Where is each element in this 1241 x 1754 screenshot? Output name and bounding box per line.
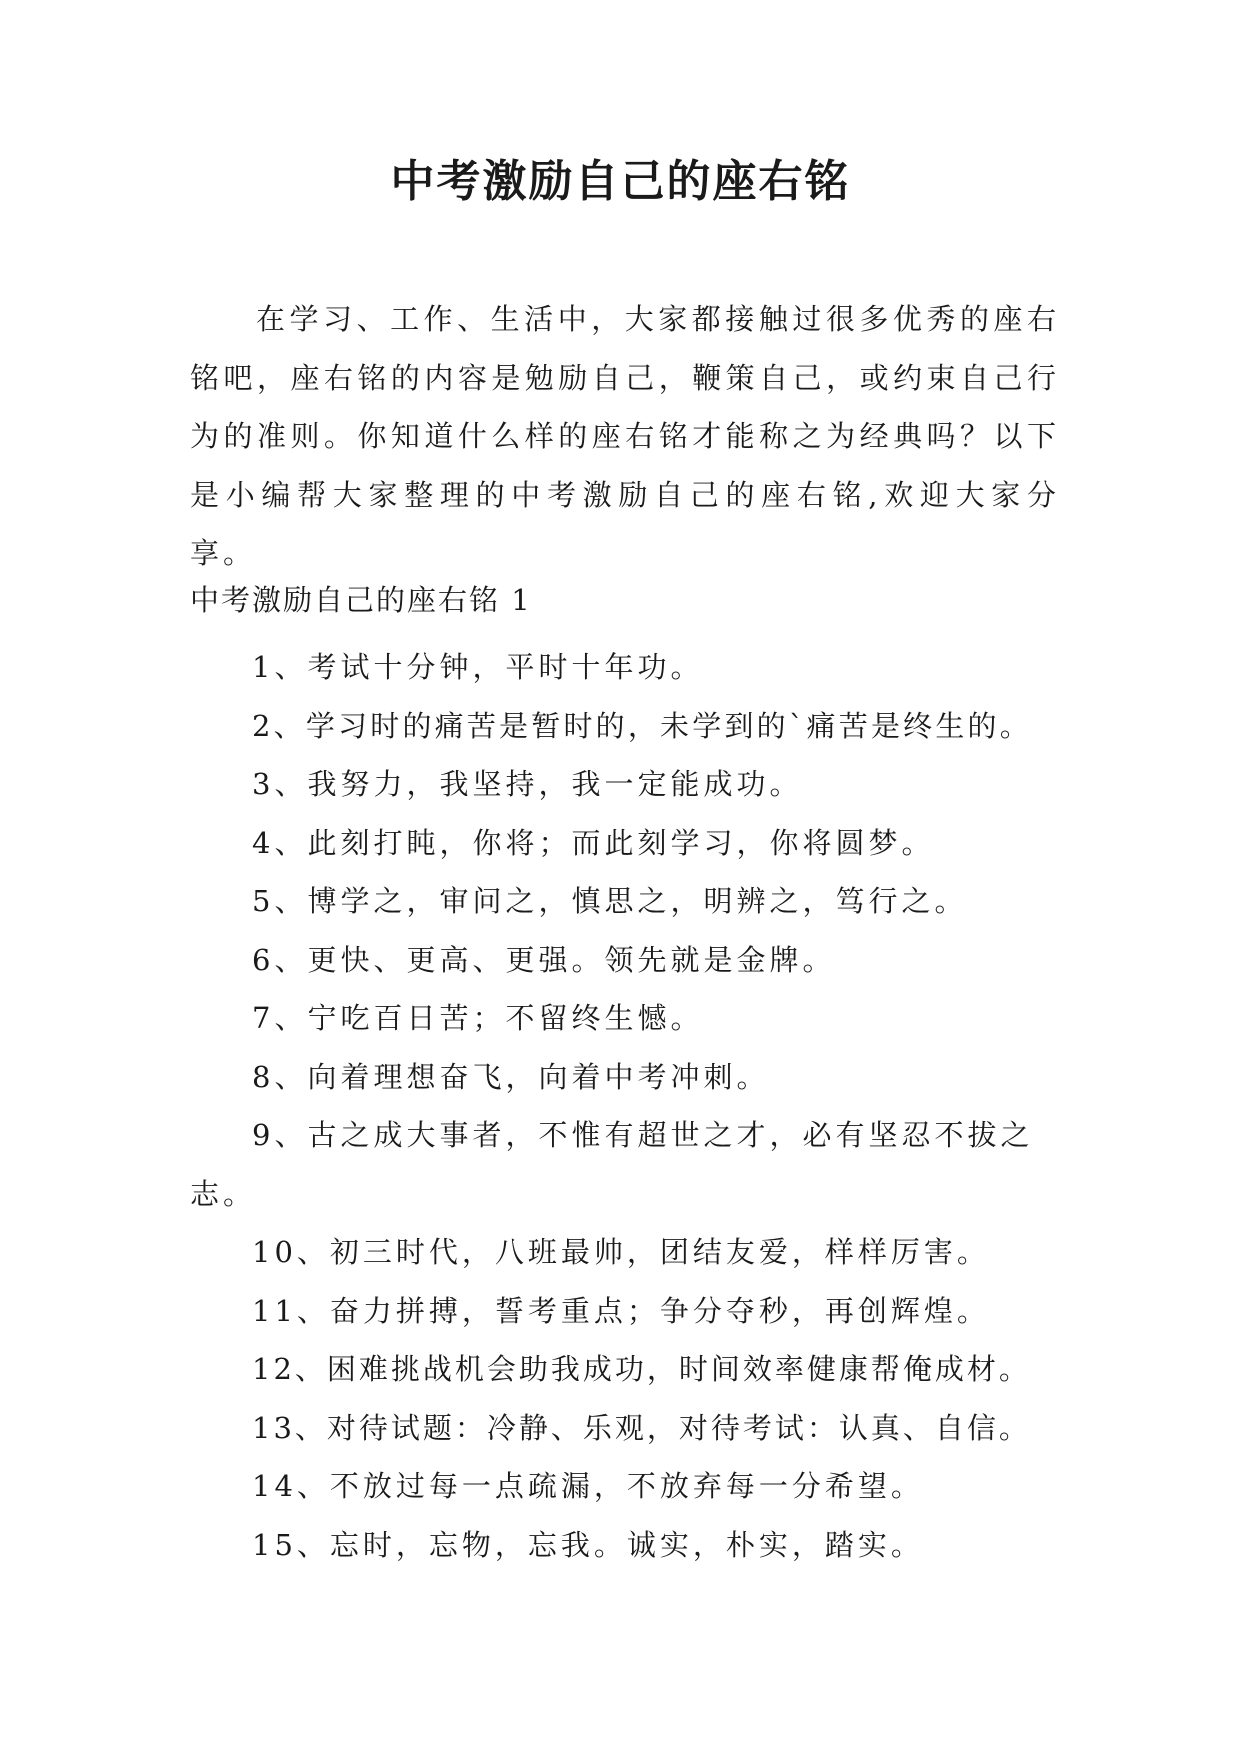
list-item: 9、古之成大事者，不惟有超世之才，必有坚忍不拔之志。 [190,1118,1034,1211]
list-item: 4、此刻打盹，你将；而此刻学习，你将圆梦。 [252,825,935,860]
list-item: 14、不放过每一点疏漏，不放弃每一分希望。 [252,1469,924,1503]
list-item: 5、博学之，审问之，慎思之，明辨之，笃行之。 [252,884,968,918]
list-item: 11、奋力拼搏，誓考重点；争分夺秒，再创辉煌。 [252,1293,990,1328]
list-item: 15、忘时，忘物，忘我。诚实，朴实，踏实。 [252,1527,924,1562]
list-item: 6、更快、更高、更强。领先就是金牌。 [252,942,836,977]
list-item: 3、我努力，我坚持，我一定能成功。 [252,767,803,801]
list-item: 7、宁吃百日苦；不留终生憾。 [252,1001,704,1035]
list-item: 2、学习时的痛苦是暂时的，未学到的`痛苦是终生的。 [252,708,1032,743]
motto-list [190,638,1070,1574]
list-item: 1、考试十分钟，平时十年功。 [252,650,704,684]
document-title: 中考激励自己的座右铭 [390,156,851,207]
intro-paragraph: 在学习、工作、生活中，大家都接触过很多优秀的座右铭吧，座右铭的内容是勉励自己，鞭策自己，或约束自己行为的准则。你知道什么样的座右铭才能称之为经典吗？以下是小编帮大家整理的中考激励自己的座右铭,欢迎大家分享。 [190,302,1060,570]
list-item: 8、向着理想奋飞，向着中考冲刺。 [252,1059,770,1094]
list-item: 10、初三时代，八班最帅，团结友爱，样样厉害。 [252,1235,990,1269]
section-heading: 中考激励自己的座右铭 1 [190,583,532,617]
list-item: 12、困难挑战机会助我成功，时间效率健康帮俺成材。 [252,1352,1031,1386]
list-item: 13、对待试题：冷静、乐观，对待考试：认真、自信。 [252,1410,1031,1445]
